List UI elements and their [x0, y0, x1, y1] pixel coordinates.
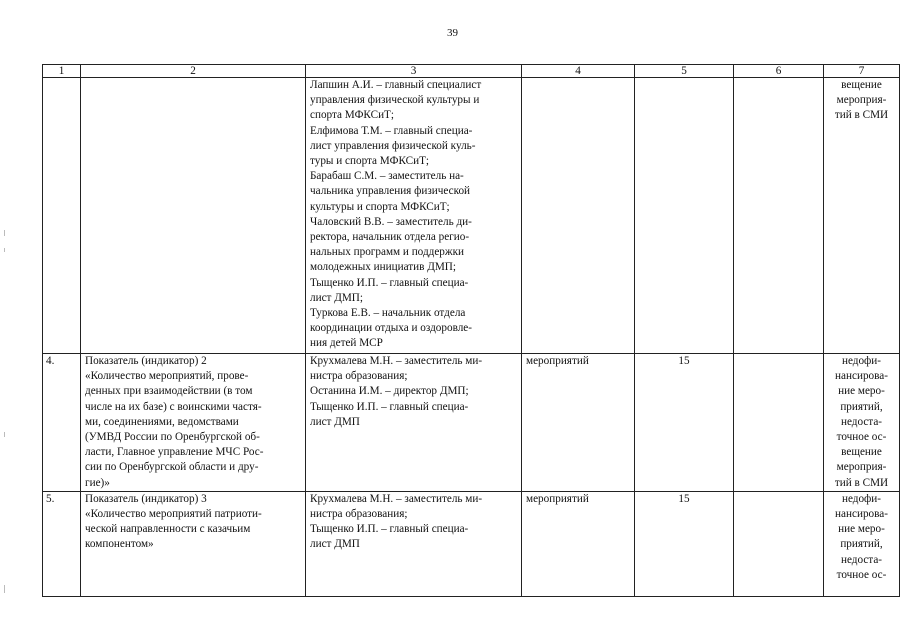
responsible-cell — [306, 491, 522, 596]
responsible-cell-line: чальника управления физической — [310, 185, 471, 198]
responsible-cell-line: Крухмалева М.Н. – заместитель ми- — [310, 355, 483, 367]
header-cell: 4 — [522, 65, 635, 78]
responsible-cell-line: Барабаш С.М. – заместитель на- — [310, 170, 464, 183]
indicator-cell-line: числе на их базе) с воинскими частя- — [85, 400, 262, 413]
risks-cell-line: точное ос- — [836, 568, 887, 581]
responsible-cell — [306, 354, 522, 492]
indicator-cell-line: «Количество мероприятий, прове- — [85, 370, 249, 383]
risks-cell-line: мероприя- — [836, 461, 887, 474]
column-6-cell — [734, 491, 824, 596]
indicator-cell-line: ческой направленности с казачьим — [85, 523, 251, 536]
table-row — [43, 354, 900, 492]
risks-cell-line: тий в СМИ — [834, 476, 889, 489]
responsible-cell-line: Тыщенко И.П. – главный специа- — [310, 276, 469, 289]
risks-cell-line: точное ос- — [836, 431, 887, 444]
indicator-cell-line: компонентом» — [85, 538, 154, 551]
risks-cell-line: тий в СМИ — [834, 109, 889, 122]
column-6-cell — [734, 78, 824, 354]
header-cell: 5 — [635, 65, 734, 78]
indicator-cell — [81, 78, 306, 354]
table-row — [43, 491, 900, 596]
value-cell: 15 — [635, 491, 734, 596]
responsible-cell-line: Чаловский В.В. – заместитель ди- — [310, 215, 472, 228]
row-number-cell: 5. — [43, 491, 81, 596]
header-cell: 6 — [734, 65, 824, 78]
responsible-cell-line: туры и спорта МФКСиТ; — [310, 155, 430, 168]
plan-table — [42, 64, 900, 597]
risks-cell-line: вещение — [841, 446, 882, 459]
responsible-cell-line: нистра образования; — [310, 370, 408, 383]
table-row — [43, 78, 900, 354]
indicator-cell-line: (УМВД России по Оренбургской об- — [85, 431, 260, 444]
header-cell: 7 — [824, 65, 900, 78]
indicator-cell-line: Показатель (индикатор) 3 — [85, 492, 207, 505]
risks-cell-line: нансирова- — [835, 370, 888, 383]
row-number-cell: 4. — [43, 354, 81, 492]
risks-cell — [824, 78, 900, 354]
risks-cell-line: приятий, — [840, 538, 883, 551]
scan-edge-mark — [4, 230, 5, 236]
responsible-cell-line: культуры и спорта МФКСиТ; — [310, 200, 450, 213]
responsible-cell-line: Елфимова Т.М. – главный специа- — [310, 124, 473, 137]
responsible-cell-line: лист ДМП — [310, 415, 360, 428]
risks-cell-line: недоста- — [840, 553, 883, 566]
scan-edge-mark — [4, 248, 5, 252]
risks-cell-line: недоста- — [840, 415, 883, 428]
page-number: 39 — [447, 27, 458, 39]
indicator-cell — [81, 354, 306, 492]
risks-cell-line: недофи- — [841, 492, 882, 505]
responsible-cell-line: координации отдыха и оздоровле- — [310, 322, 472, 335]
header-cell: 2 — [81, 65, 306, 78]
responsible-cell-line: Туркова Е.В. – начальник отдела — [310, 307, 466, 320]
responsible-cell-line: нистра образования; — [310, 508, 408, 521]
responsible-cell-line: молодежных инициатив ДМП; — [310, 261, 456, 274]
unit-cell — [522, 78, 635, 354]
unit-cell: мероприятий — [522, 491, 635, 596]
indicator-cell-line: ми, соединениями, ведомствами — [85, 415, 239, 428]
risks-cell-line: ние меро- — [838, 385, 885, 398]
risks-cell — [824, 491, 900, 596]
responsible-cell-line: нальных программ и поддержки — [310, 246, 465, 259]
indicator-cell-line: сии по Оренбургской области и дру- — [85, 461, 259, 474]
indicator-cell-line: гие)» — [85, 476, 110, 489]
indicator-cell — [81, 491, 306, 596]
scan-edge-mark — [4, 585, 5, 593]
risks-cell-line: приятий, — [840, 400, 883, 413]
responsible-cell-line: Тыщенко И.П. – главный специа- — [310, 400, 469, 413]
scan-edge-mark — [4, 432, 5, 437]
unit-cell: мероприятий — [522, 354, 635, 492]
row-number-cell — [43, 78, 81, 354]
risks-cell-line: мероприя- — [836, 94, 887, 107]
risks-cell — [824, 354, 900, 492]
responsible-cell-line: лист управления физической куль- — [310, 139, 476, 152]
responsible-cell-line: управления физической культуры и — [310, 94, 480, 107]
responsible-cell-line: ректора, начальник отдела регио- — [310, 231, 470, 244]
risks-cell-line: вещение — [841, 79, 882, 91]
header-cell: 1 — [43, 65, 81, 78]
risks-cell-line: недофи- — [841, 355, 882, 367]
value-cell — [635, 78, 734, 354]
value-cell: 15 — [635, 354, 734, 492]
responsible-cell-line: спорта МФКСиТ; — [310, 109, 394, 122]
responsible-cell-line: Тыщенко И.П. – главный специа- — [310, 523, 469, 536]
responsible-cell-line: лист ДМП; — [310, 291, 363, 304]
indicator-cell-line: «Количество мероприятий патриоти- — [85, 508, 262, 521]
indicator-cell-line: Показатель (индикатор) 2 — [85, 355, 207, 367]
responsible-cell-line: Останина И.М. – директор ДМП; — [310, 385, 469, 398]
indicator-cell-line: ласти, Главное управление МЧС Рос- — [85, 446, 264, 459]
responsible-cell-line: Крухмалева М.Н. – заместитель ми- — [310, 492, 483, 505]
responsible-cell-line: ния детей МСР — [310, 337, 383, 350]
risks-cell-line: ние меро- — [838, 523, 885, 536]
responsible-cell — [306, 78, 522, 354]
header-row — [43, 65, 900, 78]
header-cell: 3 — [306, 65, 522, 78]
indicator-cell-line: денных при взаимодействии (в том — [85, 385, 253, 398]
responsible-cell-line: лист ДМП — [310, 538, 360, 551]
responsible-cell-line: Лапшин А.И. – главный специалист — [310, 79, 482, 91]
column-6-cell — [734, 354, 824, 492]
risks-cell-line: нансирова- — [835, 508, 888, 521]
